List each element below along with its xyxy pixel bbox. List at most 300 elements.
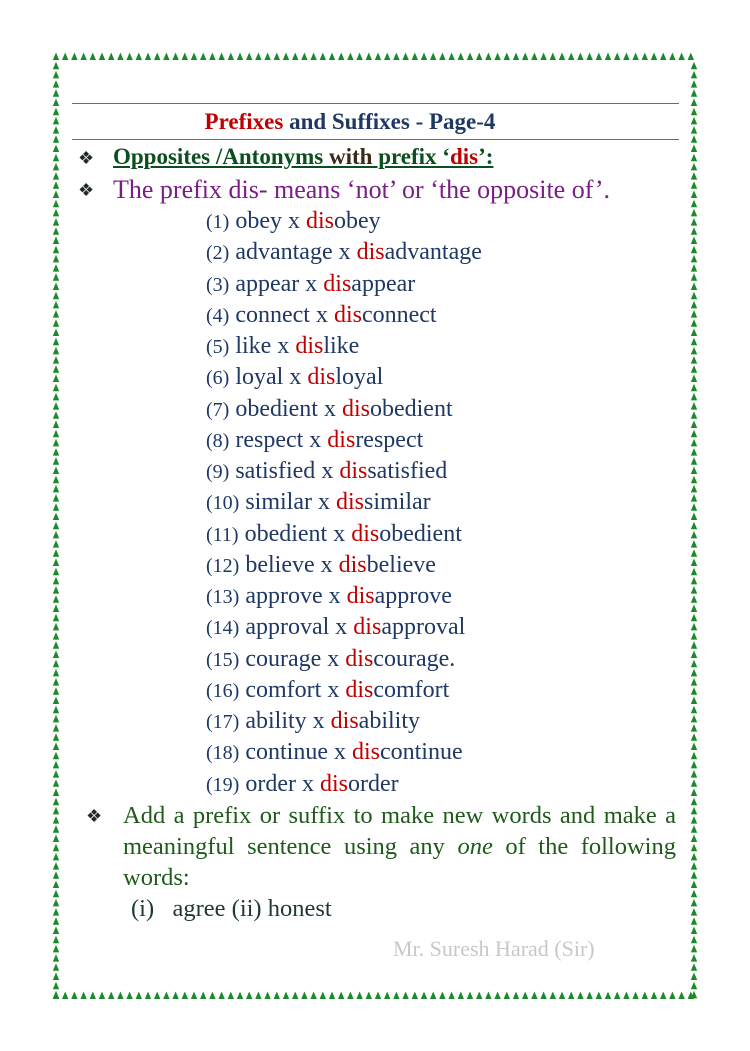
- border-tree-icon: [691, 614, 697, 622]
- border-tree-icon: [691, 430, 697, 438]
- border-tree-icon: [504, 992, 510, 1000]
- border-tree-icon: [53, 706, 59, 714]
- border-tree-icon: [53, 595, 59, 603]
- border-tree-icon: [228, 53, 234, 61]
- border-tree-icon: [691, 761, 697, 769]
- border-tree-icon: [53, 743, 59, 751]
- item-prefix: dis: [341, 395, 370, 422]
- item-prefix: dis: [353, 614, 382, 641]
- border-tree-icon: [691, 752, 697, 760]
- border-tree-icon: [651, 53, 657, 61]
- border-tree-icon: [550, 992, 556, 1000]
- border-tree-icon: [691, 651, 697, 659]
- header-rule-bottom: [72, 139, 679, 140]
- border-tree-icon: [691, 881, 697, 889]
- item-number: (8): [206, 429, 230, 452]
- border-tree-icon: [191, 53, 197, 61]
- border-tree-icon: [53, 908, 59, 916]
- border-tree-icon: [53, 881, 59, 889]
- border-tree-icon: [126, 53, 132, 61]
- border-tree-icon: [53, 329, 59, 337]
- item-number: (13): [206, 586, 240, 608]
- border-tree-icon: [53, 402, 59, 410]
- border-tree-icon: [691, 549, 697, 557]
- border-tree-icon: [691, 641, 697, 649]
- border-tree-icon: [691, 862, 697, 870]
- border-tree-icon: [402, 53, 408, 61]
- border-tree-icon: [264, 992, 270, 1000]
- border-tree-icon: [691, 770, 697, 778]
- border-tree-icon: [691, 568, 697, 576]
- border-tree-icon: [228, 992, 234, 1000]
- border-tree-icon: [117, 992, 123, 1000]
- border-tree-icon: [53, 715, 59, 723]
- border-tree-icon: [691, 798, 697, 806]
- exercise-options: (i) agree (ii) honest: [131, 895, 332, 922]
- item-base-word: similar: [245, 489, 312, 516]
- border-tree-icon: [53, 246, 59, 254]
- border-tree-icon: [691, 227, 697, 235]
- border-tree-icon: [632, 53, 638, 61]
- border-tree-icon: [172, 992, 178, 1000]
- border-tree-icon: [347, 53, 353, 61]
- antonym-item: (10) similar x dissimilar: [206, 489, 431, 516]
- border-tree-icon: [651, 992, 657, 1000]
- heading-text-start: Opposites /Antonyms: [113, 144, 329, 169]
- border-tree-icon: [691, 807, 697, 815]
- border-tree-icon: [292, 992, 298, 1000]
- border-tree-icon: [53, 623, 59, 631]
- border-tree-icon: [439, 53, 445, 61]
- border-tree-icon: [439, 992, 445, 1000]
- border-tree-icon: [691, 531, 697, 539]
- item-root: believe: [366, 551, 436, 578]
- item-base-word: satisfied: [235, 458, 316, 484]
- item-number: (9): [206, 461, 230, 483]
- border-tree-icon: [145, 992, 151, 1000]
- border-tree-icon: [691, 439, 697, 447]
- border-tree-icon: [691, 181, 697, 189]
- border-tree-icon: [522, 992, 528, 1000]
- border-tree-icon: [384, 53, 390, 61]
- border-tree-icon: [586, 992, 592, 1000]
- border-tree-icon: [691, 816, 697, 824]
- border-tree-icon: [53, 135, 59, 143]
- border-tree-icon: [421, 53, 427, 61]
- border-tree-icon: [691, 62, 697, 69]
- border-tree-icon: [691, 890, 697, 898]
- border-tree-icon: [53, 53, 59, 61]
- border-tree-icon: [108, 992, 114, 1000]
- border-tree-icon: [691, 605, 697, 613]
- border-tree-icon: [53, 871, 59, 879]
- border-tree-icon: [53, 71, 59, 79]
- item-number: (2): [206, 242, 230, 265]
- border-tree-icon: [513, 53, 519, 61]
- border-tree-icon: [375, 53, 381, 61]
- border-tree-icon: [53, 862, 59, 870]
- border-tree-icon: [53, 227, 59, 235]
- border-tree-icon: [71, 992, 77, 1000]
- border-tree-icon: [559, 53, 565, 61]
- border-tree-icon: [53, 614, 59, 622]
- border-tree-icon: [559, 992, 565, 1000]
- border-tree-icon: [292, 53, 298, 61]
- border-tree-icon: [237, 992, 243, 1000]
- border-tree-icon: [163, 53, 169, 61]
- border-tree-icon: [274, 992, 280, 1000]
- border-tree-icon: [421, 992, 427, 1000]
- border-tree-icon: [691, 853, 697, 861]
- prefix-meaning: The prefix dis- means ‘not’ or ‘the opposite of’.: [113, 175, 610, 204]
- antonym-item: (13) approve x disapprove: [206, 583, 452, 609]
- task-emphasis: one: [457, 833, 493, 860]
- item-number: (6): [206, 367, 230, 390]
- border-tree-icon: [255, 53, 261, 61]
- border-tree-icon: [691, 200, 697, 208]
- border-tree-icon: [691, 632, 697, 640]
- border-tree-icon: [53, 365, 59, 373]
- border-tree-icon: [237, 53, 243, 61]
- antonym-item: (16) comfort x discomfort: [206, 676, 450, 703]
- border-tree-icon: [691, 724, 697, 732]
- border-tree-icon: [691, 80, 697, 88]
- border-tree-icon: [53, 494, 59, 502]
- border-tree-icon: [485, 992, 491, 1000]
- border-tree-icon: [430, 53, 436, 61]
- border-tree-icon: [53, 825, 59, 833]
- border-tree-icon: [145, 53, 151, 61]
- border-tree-icon: [691, 577, 697, 585]
- border-tree-icon: [53, 209, 59, 217]
- border-tree-icon: [53, 807, 59, 815]
- title-rest: and Suffixes - Page-4: [283, 109, 496, 134]
- border-tree-icon: [53, 973, 59, 981]
- border-tree-icon: [108, 53, 114, 61]
- border-tree-icon: [301, 53, 307, 61]
- item-prefix: dis: [346, 583, 375, 609]
- border-tree-icon: [53, 163, 59, 171]
- item-number: (3): [206, 273, 230, 296]
- border-tree-icon: [476, 53, 482, 61]
- border-tree-icon: [53, 467, 59, 475]
- border-tree-icon: [691, 375, 697, 383]
- border-tree-icon: [53, 301, 59, 309]
- border-tree-icon: [126, 992, 132, 1000]
- border-tree-icon: [53, 218, 59, 226]
- border-tree-icon: [53, 816, 59, 824]
- item-root: similar: [364, 489, 431, 516]
- border-tree-icon: [691, 356, 697, 364]
- border-tree-icon: [53, 181, 59, 189]
- border-tree-icon: [246, 53, 252, 61]
- border-tree-icon: [53, 991, 59, 999]
- border-tree-icon: [691, 301, 697, 309]
- border-tree-icon: [246, 992, 252, 1000]
- border-tree-icon: [53, 89, 59, 97]
- border-tree-icon: [53, 255, 59, 263]
- border-tree-icon: [53, 890, 59, 898]
- border-tree-icon: [53, 586, 59, 594]
- border-tree-icon: [691, 494, 697, 502]
- border-tree-icon: [691, 292, 697, 300]
- border-tree-icon: [691, 246, 697, 254]
- border-tree-icon: [691, 411, 697, 419]
- heading-text-mid: prefix ‘: [372, 144, 450, 169]
- border-tree-icon: [691, 743, 697, 751]
- border-tree-icon: [53, 687, 59, 695]
- item-number: (14): [206, 617, 240, 640]
- border-tree-icon: [53, 724, 59, 732]
- border-tree-icon: [494, 992, 500, 1000]
- border-tree-icon: [393, 53, 399, 61]
- item-base-word: connect: [235, 301, 310, 328]
- item-number: (1): [206, 211, 230, 233]
- border-tree-icon: [458, 992, 464, 1000]
- border-tree-icon: [458, 53, 464, 61]
- item-prefix: dis: [327, 426, 356, 453]
- border-tree-icon: [448, 992, 454, 1000]
- border-tree-icon: [393, 992, 399, 1000]
- border-tree-icon: [691, 255, 697, 263]
- border-tree-icon: [691, 899, 697, 907]
- border-tree-icon: [53, 899, 59, 907]
- border-tree-icon: [53, 421, 59, 429]
- item-prefix: dis: [345, 676, 374, 703]
- border-tree-icon: [531, 53, 537, 61]
- border-tree-icon: [691, 687, 697, 695]
- border-tree-icon: [53, 917, 59, 925]
- item-root: ability: [358, 708, 420, 734]
- border-tree-icon: [691, 209, 697, 217]
- border-tree-icon: [577, 992, 583, 1000]
- item-prefix: dis: [295, 333, 324, 359]
- border-tree-icon: [691, 825, 697, 833]
- border-tree-icon: [691, 623, 697, 631]
- item-root: loyal: [335, 364, 384, 391]
- border-tree-icon: [53, 513, 59, 521]
- border-tree-icon: [310, 53, 316, 61]
- item-prefix: dis: [323, 270, 352, 297]
- antonym-item: (1) obey x disobey: [206, 208, 381, 234]
- border-tree-icon: [53, 264, 59, 272]
- border-tree-icon: [691, 163, 697, 171]
- border-tree-icon: [53, 641, 59, 649]
- border-tree-icon: [62, 53, 68, 61]
- border-tree-icon: [691, 476, 697, 484]
- border-tree-icon: [53, 375, 59, 383]
- border-tree-icon: [53, 982, 59, 990]
- border-tree-icon: [605, 53, 611, 61]
- border-tree-icon: [53, 770, 59, 778]
- border-tree-icon: [320, 53, 326, 61]
- border-tree-icon: [691, 264, 697, 272]
- antonym-item: (8) respect x disrespect: [206, 426, 424, 453]
- border-tree-icon: [53, 697, 59, 705]
- item-number: (10): [206, 492, 240, 515]
- item-root: continue: [379, 739, 463, 766]
- border-tree-icon: [53, 853, 59, 861]
- item-root: advantage: [384, 239, 482, 266]
- border-tree-icon: [53, 835, 59, 843]
- border-tree-icon: [53, 448, 59, 456]
- item-prefix: dis: [345, 645, 374, 672]
- item-number: (11): [206, 523, 239, 546]
- border-tree-icon: [154, 992, 160, 1000]
- border-tree-icon: [623, 53, 629, 61]
- border-tree-icon: [53, 338, 59, 346]
- border-tree-icon: [504, 53, 510, 61]
- border-tree-icon: [691, 779, 697, 787]
- antonym-item: (14) approval x disapproval: [206, 614, 466, 641]
- item-prefix: dis: [351, 520, 380, 547]
- border-tree-icon: [163, 992, 169, 1000]
- item-base-word: obey: [235, 208, 282, 234]
- border-tree-icon: [691, 586, 697, 594]
- item-base-word: comfort: [245, 676, 322, 703]
- border-tree-icon: [669, 53, 675, 61]
- border-tree-icon: [691, 448, 697, 456]
- item-number: (12): [206, 554, 240, 577]
- border-tree-icon: [605, 992, 611, 1000]
- border-tree-icon: [550, 53, 556, 61]
- border-tree-icon: [691, 540, 697, 548]
- item-base-word: ability: [245, 708, 307, 734]
- border-tree-icon: [691, 503, 697, 511]
- border-tree-icon: [200, 992, 206, 1000]
- border-tree-icon: [80, 992, 86, 1000]
- item-root: connect: [361, 301, 437, 328]
- border-tree-icon: [338, 53, 344, 61]
- item-root: order: [347, 770, 399, 797]
- border-tree-icon: [53, 319, 59, 327]
- item-prefix: dis: [351, 739, 380, 766]
- antonym-item: (2) advantage x disadvantage: [206, 239, 482, 266]
- border-tree-icon: [301, 992, 307, 1000]
- antonym-item: (5) like x dislike: [206, 333, 360, 359]
- border-tree-icon: [218, 53, 224, 61]
- border-tree-icon: [53, 927, 59, 935]
- border-tree-icon: [274, 53, 280, 61]
- antonym-item: (12) believe x disbelieve: [206, 551, 436, 578]
- border-tree-icon: [577, 53, 583, 61]
- diamond-bullet-icon: ❖: [78, 148, 95, 168]
- antonym-item: (7) obedient x disobedient: [206, 395, 453, 422]
- item-base-word: believe: [245, 551, 315, 578]
- item-base-word: approval: [245, 614, 330, 641]
- border-tree-icon: [691, 237, 697, 245]
- border-tree-icon: [531, 992, 537, 1000]
- item-prefix: dis: [319, 770, 348, 797]
- border-tree-icon: [53, 430, 59, 438]
- border-tree-icon: [53, 384, 59, 392]
- border-tree-icon: [53, 200, 59, 208]
- border-tree-icon: [53, 559, 59, 567]
- border-tree-icon: [691, 982, 697, 990]
- border-tree-icon: [384, 992, 390, 1000]
- border-tree-icon: [568, 992, 574, 1000]
- antonym-list: [206, 206, 482, 800]
- antonym-item: (11) obedient x disobedient: [206, 520, 462, 547]
- item-base-word: order: [245, 770, 296, 797]
- border-tree-icon: [642, 992, 648, 1000]
- border-tree-icon: [53, 789, 59, 797]
- border-tree-icon: [691, 154, 697, 162]
- antonym-item: (4) connect x disconnect: [206, 301, 437, 328]
- border-tree-icon: [691, 789, 697, 797]
- border-tree-icon: [53, 963, 59, 971]
- border-tree-icon: [691, 347, 697, 355]
- border-tree-icon: [329, 53, 335, 61]
- item-root: obey: [334, 208, 381, 234]
- border-tree-icon: [53, 540, 59, 548]
- border-tree-icon: [691, 936, 697, 944]
- border-tree-icon: [691, 467, 697, 475]
- item-root: courage.: [373, 645, 456, 672]
- border-tree-icon: [494, 53, 500, 61]
- page-title: [0, 109, 700, 135]
- border-tree-icon: [182, 992, 188, 1000]
- item-number: (15): [206, 648, 240, 671]
- border-tree-icon: [691, 559, 697, 567]
- border-tree-icon: [691, 135, 697, 143]
- border-tree-icon: [53, 99, 59, 107]
- border-tree-icon: [586, 53, 592, 61]
- antonym-item: (15) courage x discourage.: [206, 645, 456, 672]
- border-tree-icon: [53, 733, 59, 741]
- item-root: comfort: [373, 676, 450, 703]
- border-tree-icon: [678, 53, 684, 61]
- task-text-end: of the following words:: [123, 833, 676, 891]
- border-tree-icon: [691, 310, 697, 318]
- border-tree-icon: [476, 992, 482, 1000]
- antonym-item: (9) satisfied x dissatisfied: [206, 458, 448, 484]
- border-tree-icon: [691, 908, 697, 916]
- border-tree-icon: [53, 954, 59, 962]
- border-tree-icon: [53, 752, 59, 760]
- border-tree-icon: [53, 273, 59, 281]
- border-tree-icon: [53, 779, 59, 787]
- item-root: approve: [374, 583, 452, 609]
- border-tree-icon: [632, 992, 638, 1000]
- item-number: (7): [206, 398, 230, 421]
- border-tree-icon: [691, 283, 697, 291]
- item-base-word: approve: [245, 583, 323, 609]
- border-tree-icon: [623, 992, 629, 1000]
- item-prefix: dis: [307, 364, 336, 391]
- border-tree-icon: [691, 273, 697, 281]
- border-tree-icon: [53, 531, 59, 539]
- border-tree-icon: [53, 651, 59, 659]
- border-tree-icon: [182, 53, 188, 61]
- item-prefix: dis: [338, 551, 367, 578]
- item-prefix: dis: [333, 301, 362, 328]
- border-tree-icon: [642, 53, 648, 61]
- header-rule-top: [72, 103, 679, 104]
- item-prefix: dis: [335, 489, 364, 516]
- diamond-bullet-icon: ❖: [86, 806, 103, 826]
- border-tree-icon: [691, 172, 697, 180]
- border-tree-icon: [53, 678, 59, 686]
- border-tree-icon: [691, 89, 697, 97]
- border-tree-icon: [366, 992, 372, 1000]
- border-tree-icon: [264, 53, 270, 61]
- item-root: satisfied: [367, 458, 448, 484]
- border-tree-icon: [678, 992, 684, 1000]
- border-tree-icon: [691, 329, 697, 337]
- border-tree-icon: [209, 53, 215, 61]
- antonym-item: (19) order x disorder: [206, 770, 399, 797]
